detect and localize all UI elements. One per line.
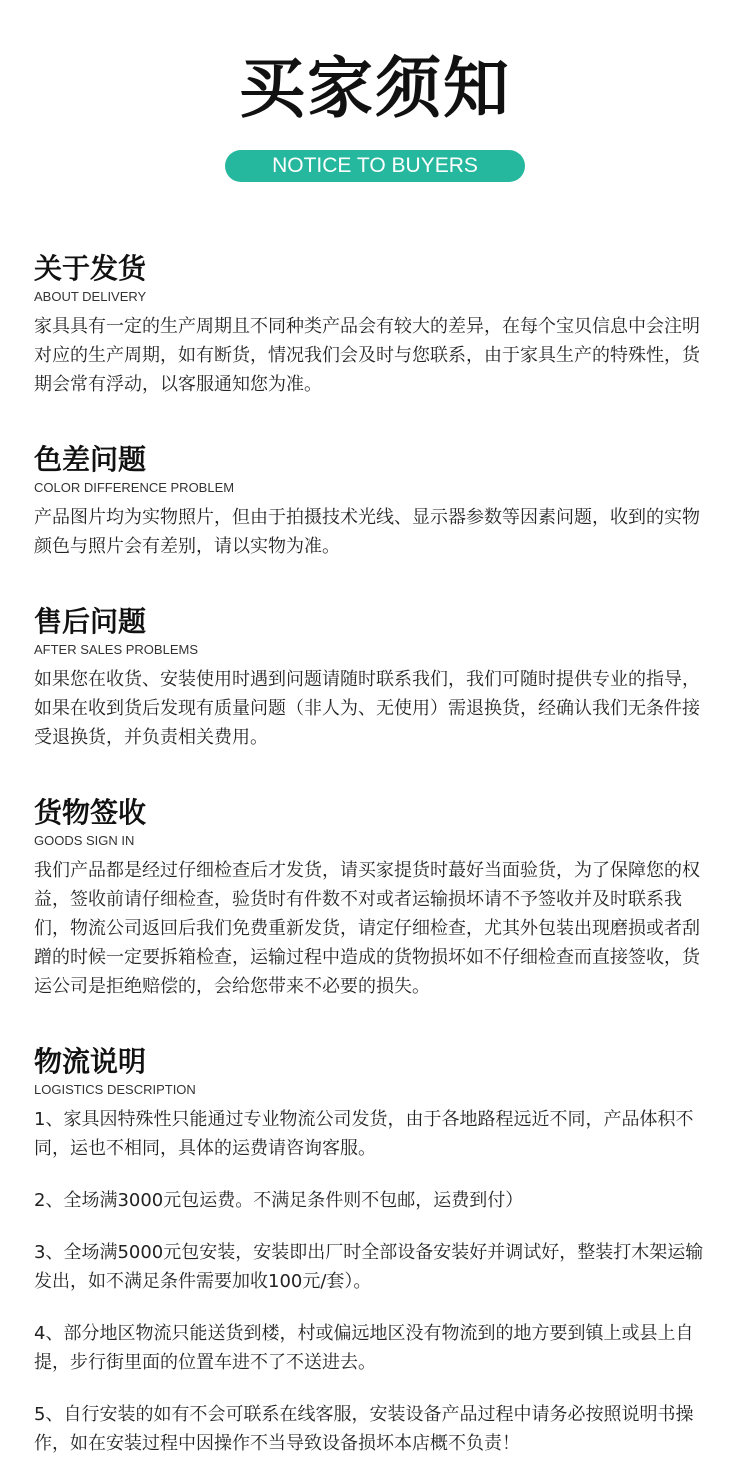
section-title: 关于发货 [34,252,147,285]
section-subtitle: LOGISTICS DESCRIPTION [34,1082,196,1097]
logistics-item: 2、全场满3000元包运费。不满足条件则不包邮，运费到付） [34,1190,524,1211]
logistics-item: 1、家具因特殊性只能通过专业物流公司发货，由于各地路程远近不同，产品体积不同，运也不相同，具体的运费请咨询客服。 [34,1109,694,1159]
section-subtitle: ABOUT DELIVERY [34,289,147,304]
section-text: 我们产品都是经过仔细检查后才发货，请买家提货时蕞好当面验货，为了保障您的权益，签收前请仔细检查，验货时有件数不对或者运输损坏请不予签收并及时联系我们，物流公司返回后我们免费重新发货，请定仔细检查，尤其外包装出现磨损或者刮蹭的时候一定要拆箱检查，运输过程中造成的货物损坏如不仔细检查而直接签收，货运公司是拒绝赔偿的，会给您带来不必要的损失。 [34,860,700,997]
logistics-item: 3、全场满5000元包安装，安装即出厂时全部设备安装好并调试好，整装打木架运输发出，如不满足条件需要加收100元/套）。 [34,1242,704,1292]
section-subtitle: COLOR DIFFERENCE PROBLEM [34,480,235,495]
notice-banner: NOTICE TO BUYERS [225,150,525,182]
section-color-difference [34,443,716,561]
section-text: 如果您在收货、安装使用时遇到问题请随时联系我们，我们可随时提供专业的指导，如果在收到货后发现有质量问题（非人为、无使用）需退换货，经确认我们无条件接受退换货，并负责相关费用。 [34,669,700,748]
section-subtitle: AFTER SALES PROBLEMS [34,642,198,657]
section-text: 产品图片均为实物照片，但由于拍摄技术光线、显示器参数等因素问题，收到的实物颜色与照片会有差别，请以实物为准。 [34,507,700,557]
page-title: 买家须知 [239,50,511,127]
section-logistics [34,1045,716,1458]
section-subtitle: GOODS SIGN IN [34,833,135,848]
section-after-sales [34,605,716,752]
logistics-item: 5、自行安装的如有不会可联系在线客服，安装设备产品过程中请务必按照说明书操作，如在安装过程中因操作不当导致设备损坏本店概不负责！ [34,1404,694,1454]
notice-content [0,252,750,1458]
logistics-item: 4、部分地区物流只能送货到楼，村或偏远地区没有物流到的地方要到镇上或县上自提，步行街里面的位置车进不了不送进去。 [34,1323,694,1373]
section-title: 货物签收 [34,796,147,829]
section-title: 色差问题 [34,443,147,476]
section-goods-sign-in [34,796,716,1001]
section-title: 物流说明 [34,1045,147,1078]
section-delivery [34,252,716,399]
section-text: 家具具有一定的生产周期且不同种类产品会有较大的差异，在每个宝贝信息中会注明对应的生产周期，如有断货，情况我们会及时与您联系，由于家具生产的特殊性，货期会常有浮动，以客服通知您为准。 [34,316,700,395]
header [0,0,750,182]
section-title: 售后问题 [34,605,147,638]
